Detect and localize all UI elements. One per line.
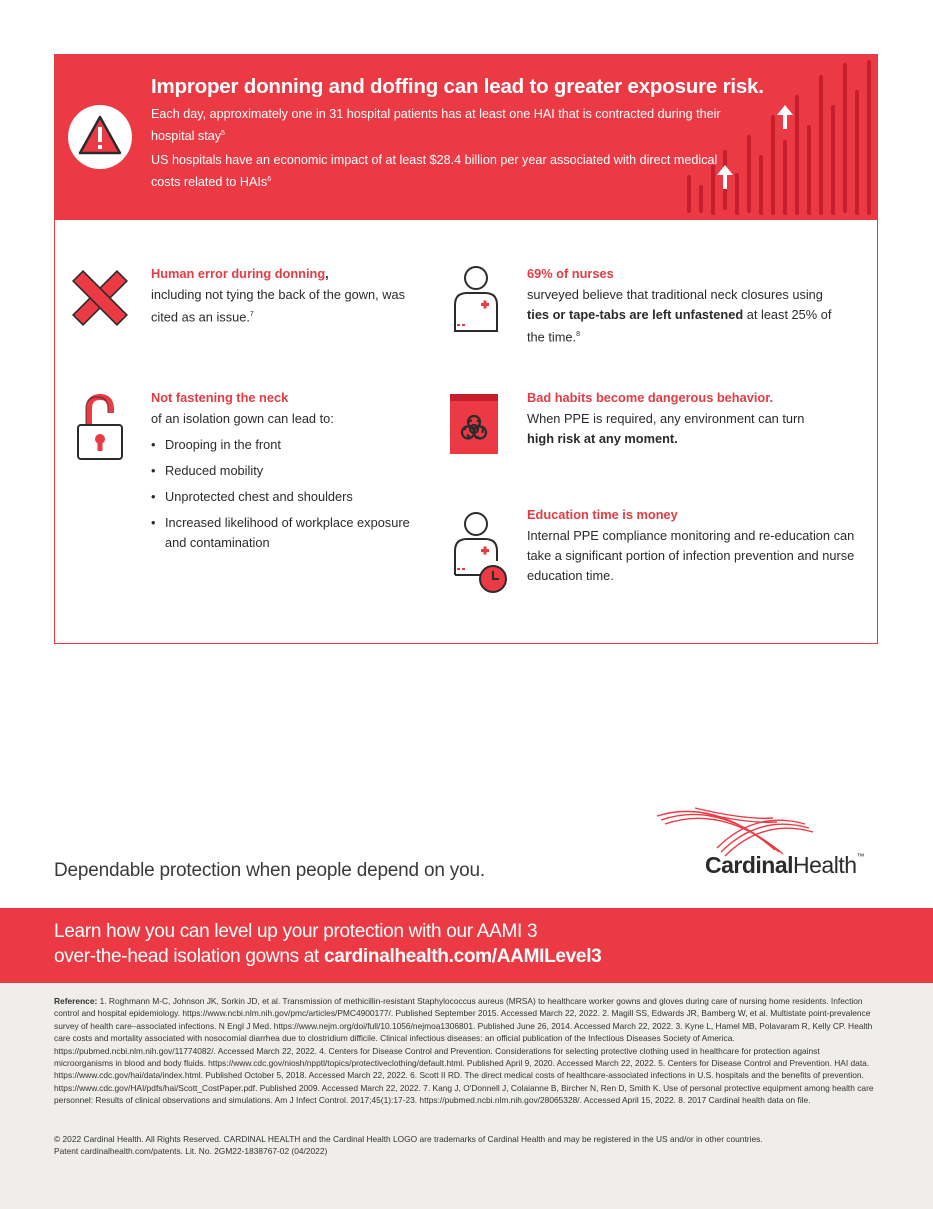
human-error-title: Human error during donning [151, 266, 326, 281]
nurses-body: surveyed believe that traditional neck closures using ties or tape-tabs are left unfastened at least 25% of the time.$^8$ [527, 287, 832, 345]
neck-body: of an isolation gown can lead to: [151, 411, 334, 426]
copyright: © 2022 Cardinal Health. All Rights Reserved. CARDINAL HEALTH and the Cardinal Health LOGO are trademarks of Cardinal Health and may be registered in the US and/or in other countries. Patent cardinalhealth.com/patents. Lit. No. 2GM22-1838767-02 (04/2022) [54, 1133, 874, 1158]
cta-link[interactable]: cardinalhealth.com/AAMILevel3 [324, 946, 602, 967]
habits-title: Bad habits become dangerous behavior. [527, 390, 774, 405]
cta-line-2: over-the-head isolation gowns at cardinalhealth.com/AAMILevel3 [54, 946, 602, 967]
cardinal-health-logo [655, 800, 885, 890]
warning-banner [55, 55, 877, 220]
neck-title: Not fastening the neck [151, 390, 289, 405]
patent-info: Patent cardinalhealth.com/patents. Lit. No. 2GM22-1838767-02 (04/2022) [54, 1146, 328, 1157]
nurse-clock-icon [451, 511, 511, 597]
references-text: Reference: 1. Roghmann M-C, Johnson JK, Sorkin JD, et al. Transmission of methicillin-resistant Staphylococcus aureus (MRSA) to healthcare worker gowns and gloves during care of nursing home residents. Infection control and hospital epidemiology. https://www.ncbi.nlm.nih.gov/pmc/articles/PMC4900177/. Published September 2015. Accessed March 22, 2022. 2. Magill SS, Edwards JR, Bamberg W, et al. Multistate point-prevalence survey of health care–associated infections. N Engl J Med. https://www.nejm.org/doi/full/10.1056/nejmoa1306801. Published June 26, 2014. Accessed March 22, 2022. 3. Kyne L, Hamel MB, Polavaram R, Kelly CP. Health care costs and mortality associated with nosocomial diarrhea due to clostridium difficile. Clinical infectious diseases: an official publication of the Infectious Diseases Society of America. https://pubmed.ncbi.nlm.nih.gov/11774082/. Accessed March 22, 2022. 4. Centers for Disease Control and Prevention. Considerations for selecting protective clothing used in healthcare for protection against microorganisms in blood and body fluids. https://www.cdc.gov/niosh/npptl/topics/protectiveclothing/default.html. Published April 9, 2020. Accessed March 22, 2022. 5. Centers for Disease Control and Prevention. HAI data. https://www.cdc.gov/hai/data/index.html. Published October 5, 2018. Accessed March 22, 2022. 6. Scott II RD. The direct medical costs of healthcare-associated infections in U.S. hospitals and the benefits of prevention. https://www.cdc.gov/HAI/pdfs/hai/Scott_CostPaper.pdf. Published 2009. Accessed March 22, 2022. 7. Kang J, O'Donnell J, Colaianne B, Bircher N, Ren D, Smith K. Use of personal protective equipment among health care personnel: Results of clinical observations and simulations. Am J Infect Control. 2017;45(1):17-23. https://pubmed.ncbi.nlm.nih.gov/28065328/. Accessed April 15, 2022. 8. 2017 Cardinal health data on file. [54, 996, 874, 1106]
stat-economic-impact: US hospitals have an economic impact of at least $28.4 billion per year associated with direct medical costs related to HAIs$^6$ [151, 153, 718, 190]
stat-hai-patients: Each day, approximately one in 31 hospital patients has at least one HAI that is contracted during their hospital stay$^5$ [151, 107, 721, 144]
warning-icon [68, 105, 132, 169]
logo-trademark: ™ [856, 852, 865, 861]
human-error-body: including not tying the back of the gown, was cited as an issue.$^7$ [151, 287, 405, 325]
section-education [527, 507, 867, 586]
cta-line-1: Learn how you can level up your protection with our AAMI 3 [54, 921, 538, 942]
section-human-error: Human error during donning, including not tying the back of the gown, was cited as an issue.$^7$ [151, 266, 421, 327]
logo-swoosh-icon [655, 800, 885, 860]
tagline: Dependable protection when people depend on you. [54, 860, 485, 881]
nurses-title: 69% of nurses [527, 266, 614, 281]
info-card [54, 54, 878, 644]
section-habits [527, 390, 857, 449]
open-padlock-icon [75, 393, 125, 463]
nurse-icon [451, 265, 501, 333]
section-nurses [527, 266, 837, 347]
neck-risk-list [151, 435, 421, 553]
references-footer [0, 983, 933, 1209]
x-mark-icon [69, 267, 131, 329]
education-title: Education time is money [527, 507, 678, 522]
habits-body: When PPE is required, any environment can turn high risk at any moment. [527, 411, 805, 446]
banner-title: Improper donning and doffing can lead to greater exposure risk. [151, 75, 764, 98]
list-item: • Reduced mobility [151, 461, 421, 481]
cta-banner [0, 908, 933, 983]
list-item: • Unprotected chest and shoulders [151, 487, 421, 507]
education-body: Internal PPE compliance monitoring and re-education can take a significant portion of infection prevention and nurse education time. [527, 528, 855, 583]
list-item: • Increased likelihood of workplace exposure and contamination [151, 513, 421, 553]
logo-word-bold: Cardinal [705, 852, 794, 878]
section-neck [151, 390, 421, 559]
list-item: • Drooping in the front [151, 435, 421, 455]
logo-word-regular: Health [793, 852, 857, 878]
biohazard-bag-icon [449, 393, 499, 455]
